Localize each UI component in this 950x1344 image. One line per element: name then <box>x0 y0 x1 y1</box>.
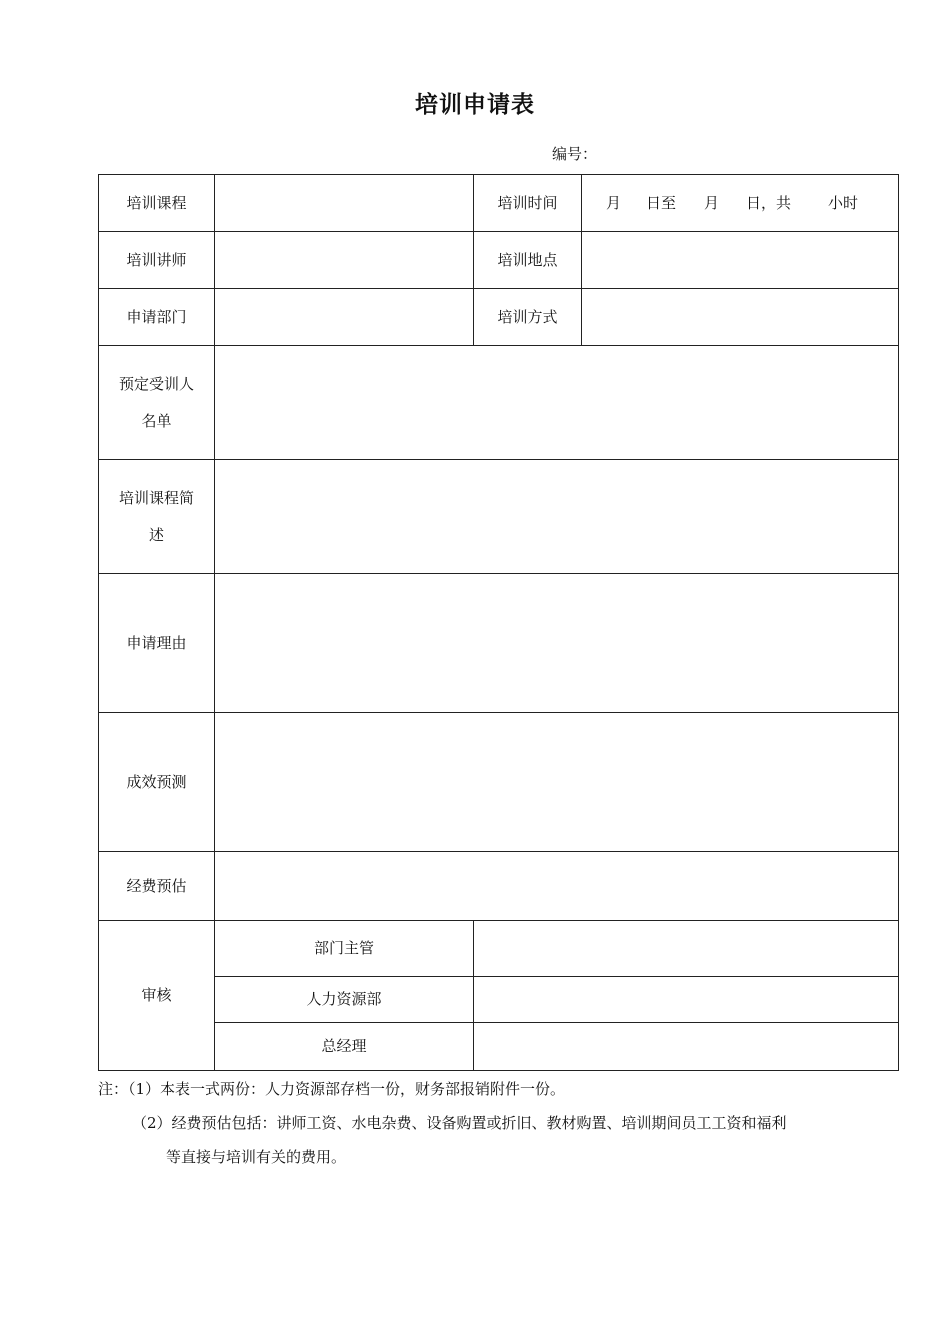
trainees-field[interactable] <box>215 346 899 460</box>
trainer-label: 培训讲师 <box>99 232 215 289</box>
review-hr-field[interactable] <box>474 977 899 1023</box>
notes-section <box>98 1072 898 1174</box>
trainees-label <box>99 346 215 460</box>
method-label: 培训方式 <box>474 289 582 346</box>
reason-field[interactable] <box>215 574 899 713</box>
time-hours: 小时 <box>828 193 859 212</box>
time-label: 培训时间 <box>474 175 582 232</box>
trainees-label-line2: 名单 <box>141 411 172 430</box>
time-month-start: 月 <box>606 193 622 212</box>
review-dept-head-field[interactable] <box>474 921 899 977</box>
note-line-1: 注：（1）本表一式两份：人力资源部存档一份，财务部报销附件一份。 <box>98 1080 566 1098</box>
outcome-field[interactable] <box>215 713 899 852</box>
course-field[interactable] <box>215 175 474 232</box>
outcome-label: 成效预测 <box>99 713 215 852</box>
summary-label-line2: 述 <box>148 525 164 544</box>
note-line-2: （2）经费预估包括：讲师工资、水电杂费、设备购置或折旧、教材购置、培训期间员工工资和福利 <box>132 1114 787 1132</box>
page-title: 培训申请表 <box>415 92 535 118</box>
location-field[interactable] <box>582 232 899 289</box>
budget-label: 经费预估 <box>99 852 215 921</box>
review-gm-field[interactable] <box>474 1023 899 1071</box>
time-field[interactable] <box>582 175 899 232</box>
review-label: 审核 <box>99 921 215 1071</box>
budget-field[interactable] <box>215 852 899 921</box>
review-gm-label: 总经理 <box>215 1023 474 1071</box>
time-day-end: 日，共 <box>746 193 792 212</box>
time-day-start: 日至 <box>646 193 677 212</box>
summary-field[interactable] <box>215 460 899 574</box>
summary-label <box>99 460 215 574</box>
reason-label: 申请理由 <box>99 574 215 713</box>
summary-label-line1: 培训课程简 <box>118 488 194 507</box>
review-hr-label: 人力资源部 <box>215 977 474 1023</box>
trainees-label-line1: 预定受训人 <box>118 374 194 393</box>
time-month-end: 月 <box>704 193 720 212</box>
department-field[interactable] <box>215 289 474 346</box>
note-line-3: 等直接与培训有关的费用。 <box>166 1148 347 1166</box>
review-dept-head-label: 部门主管 <box>215 921 474 977</box>
training-application-form <box>98 174 899 1071</box>
serial-number-label: 编号： <box>552 145 598 163</box>
course-label: 培训课程 <box>99 175 215 232</box>
method-field[interactable] <box>582 289 899 346</box>
department-label: 申请部门 <box>99 289 215 346</box>
location-label: 培训地点 <box>474 232 582 289</box>
trainer-field[interactable] <box>215 232 474 289</box>
